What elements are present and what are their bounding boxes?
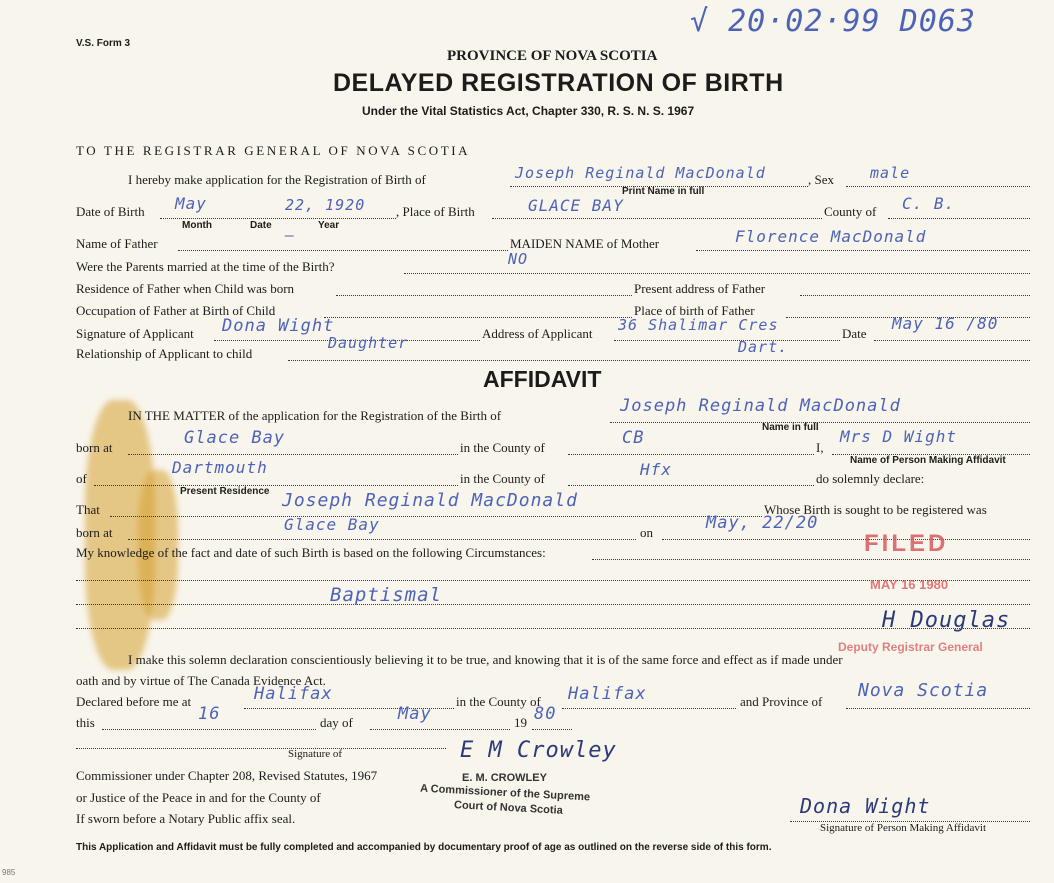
province-value: Nova Scotia [858,680,989,701]
declared-county-line [562,708,736,709]
year-caption: Year [318,220,340,231]
dob-date: 22, 1920 [285,196,366,214]
county-value: C. B. [902,194,956,213]
present-address-label: Present address of Father [634,281,766,296]
dob-month: May [175,194,207,213]
residence-line [94,485,458,486]
born-at-2-label: born at [76,525,113,540]
form-subtitle: Under the Vital Statistics Act, Chapter 330, R. S. N. S. 1967 [362,104,695,118]
dob-line [160,218,396,219]
dob-label: Date of Birth [76,204,145,219]
affiant-name-value: Mrs D Wight [840,427,957,446]
solemn-text-1: I make this solemn declaration conscientiously believing it to be true, and knowing that it is of the same force and effect as if made under [128,652,843,667]
relationship-line [288,360,1030,361]
father-value: — [285,226,296,244]
name-in-full-caption: Name in full [762,422,819,433]
affiant-name-caption: Name of Person Making Affidavit [850,455,1006,466]
place-label: , Place of Birth [396,204,475,219]
residence-father-label: Residence of Father when Child was born [76,281,295,296]
on-date-line [662,539,1030,540]
notary-line: If sworn before a Notary Public affix seal. [76,811,296,826]
present-address-line [800,295,1030,296]
married-value: NO [508,250,529,268]
place-value: GLACE BAY [528,196,624,215]
year-line [532,729,572,730]
applicant-address-label: Address of Applicant [482,326,593,341]
applicant-address-line [614,340,840,341]
year-prefix: 19 [514,715,527,730]
born-at-2-line [128,539,636,540]
affidavit-county2-label: in the County of [460,471,545,486]
month-line [370,729,510,730]
province-line [846,708,1030,709]
father-birthplace-label: Place of birth of Father [634,303,755,318]
married-label: Were the Parents married at the time of the Birth? [76,259,335,274]
present-residence-caption: Present Residence [180,486,270,497]
declared-county-label: in the County of [456,694,541,709]
residence-father-line [336,295,632,296]
married-line [404,273,1030,274]
commissioner-line: Commissioner under Chapter 208, Revised Statutes, 1967 [76,768,378,783]
knowledge-line-3 [76,604,1030,605]
affidavit-county-line [568,454,814,455]
this-day-line [102,729,316,730]
declared-before-label: Declared before me at [76,694,192,709]
footer-note: This Application and Affidavit must be fully completed and accompanied by documentary proof of age as outlined on the reverse side of this form. [76,842,772,853]
that-name-value: Joseph Reginald MacDonald [282,490,578,511]
relationship-value: Daughter [328,334,409,352]
that-label: That [76,502,100,517]
affidavit-county2-line [568,485,814,486]
commissioner-stamp-line3: Court of Nova Scotia [453,799,564,817]
affidavit-title: AFFIDAVIT [483,366,602,392]
solemn-text-2: oath and by virtue of The Canada Evidence Act. [76,673,326,688]
affidavit-county-value: CB [622,428,645,448]
signature-of-label: Signature of [288,748,343,760]
blank-line [76,748,446,749]
mother-line [696,250,1030,251]
declare-text: do solemnly declare: [816,471,925,486]
residence-value: Dartmouth [172,458,268,477]
applicant-signature-label: Signature of Applicant [76,326,194,341]
affiant-signature-caption: Signature of Person Making Affidavit [820,822,986,834]
filed-stamp-signature: H Douglas [882,608,1011,633]
affiant-signature: Dona Wight [800,794,931,818]
place-line [492,218,822,219]
affidavit-county-label: in the County of [460,440,545,455]
date-caption: Date [250,220,272,231]
file-number: √ 20·02·99 D063 [690,4,976,39]
sex-value: male [870,164,911,182]
commissioner-stamp-line2: A Commissioner of the Supreme [419,782,591,804]
applicant-city-value: Dart. [738,338,789,356]
filed-stamp-date: MAY 16 1980 [870,577,949,592]
knowledge-line-1 [592,559,1030,560]
form-number: V.S. Form 3 [76,38,131,49]
this-label: this [76,715,95,730]
sex-label: , Sex [808,172,834,187]
justice-line: or Justice of the Peace in and for the County of [76,790,321,805]
mother-value: Florence MacDonald [735,227,927,246]
that-line [110,516,762,517]
application-intro: I hereby make application for the Registration of Birth of [128,172,426,187]
declared-county-value: Halifax [568,684,647,704]
province-heading: PROVINCE OF NOVA SCOTIA [447,48,658,64]
father-label: Name of Father [76,236,158,251]
of-label: of [76,471,87,486]
born-at-value: Glace Bay [184,428,286,448]
day-of-label: day of [320,715,353,730]
father-line [178,250,508,251]
print-name-caption: Print Name in full [622,186,705,197]
affidavit-matter-name: Joseph Reginald MacDonald [620,396,901,416]
circumstance-value: Baptismal [330,584,442,606]
this-day-value: 16 [198,704,221,724]
application-date-value: May 16 /80 [892,314,999,333]
born-at-2-value: Glace Bay [284,515,380,534]
occupation-father-line [324,317,632,318]
affidavit-county2-value: Hfx [640,460,672,479]
born-at-line [128,454,458,455]
sex-line [846,186,1030,187]
on-label: on [640,525,653,540]
affidavit-matter: IN THE MATTER of the application for the Registration of the Birth of [128,408,502,423]
knowledge-text: My knowledge of the fact and date of such Birth is based on the following Circumstances: [76,545,546,560]
province-of-label: and Province of [740,694,823,709]
applicant-signature-value: Dona Wight [222,316,335,336]
filed-stamp-signer: Deputy Registrar General [838,640,983,654]
application-date-line [874,340,1030,341]
on-date-value: May, 22/20 [706,513,819,533]
applicant-address-value: 36 Shalimar Cres [618,316,779,334]
corner-code: 985 [2,868,16,877]
filed-stamp-word: FILED [864,530,949,557]
mother-label: MAIDEN NAME of Mother [510,236,660,251]
affidavit-matter-line [610,422,1030,423]
application-date-label: Date [842,326,867,341]
form-title: DELAYED REGISTRATION OF BIRTH [333,69,784,97]
month-caption: Month [182,220,212,231]
to-registrar: TO THE REGISTRAR GENERAL OF NOVA SCOTIA [76,143,471,158]
month-value: May [398,704,432,724]
commissioner-stamp-name: E. M. CROWLEY [462,772,547,784]
county-line [888,218,1030,219]
occupation-father-label: Occupation of Father at Birth of Child [76,303,276,318]
commissioner-signature: E M Crowley [460,738,617,763]
year-value: 80 [534,704,557,724]
relationship-label: Relationship of Applicant to child [76,346,253,361]
declared-at-value: Halifax [254,684,333,704]
i-label: I, [816,440,824,455]
county-label: County of [824,204,877,219]
child-name-value: Joseph Reginald MacDonald [515,164,766,182]
born-at-label: born at [76,440,113,455]
whose-birth-text: Whose Birth is sought to be registered was [764,502,987,517]
